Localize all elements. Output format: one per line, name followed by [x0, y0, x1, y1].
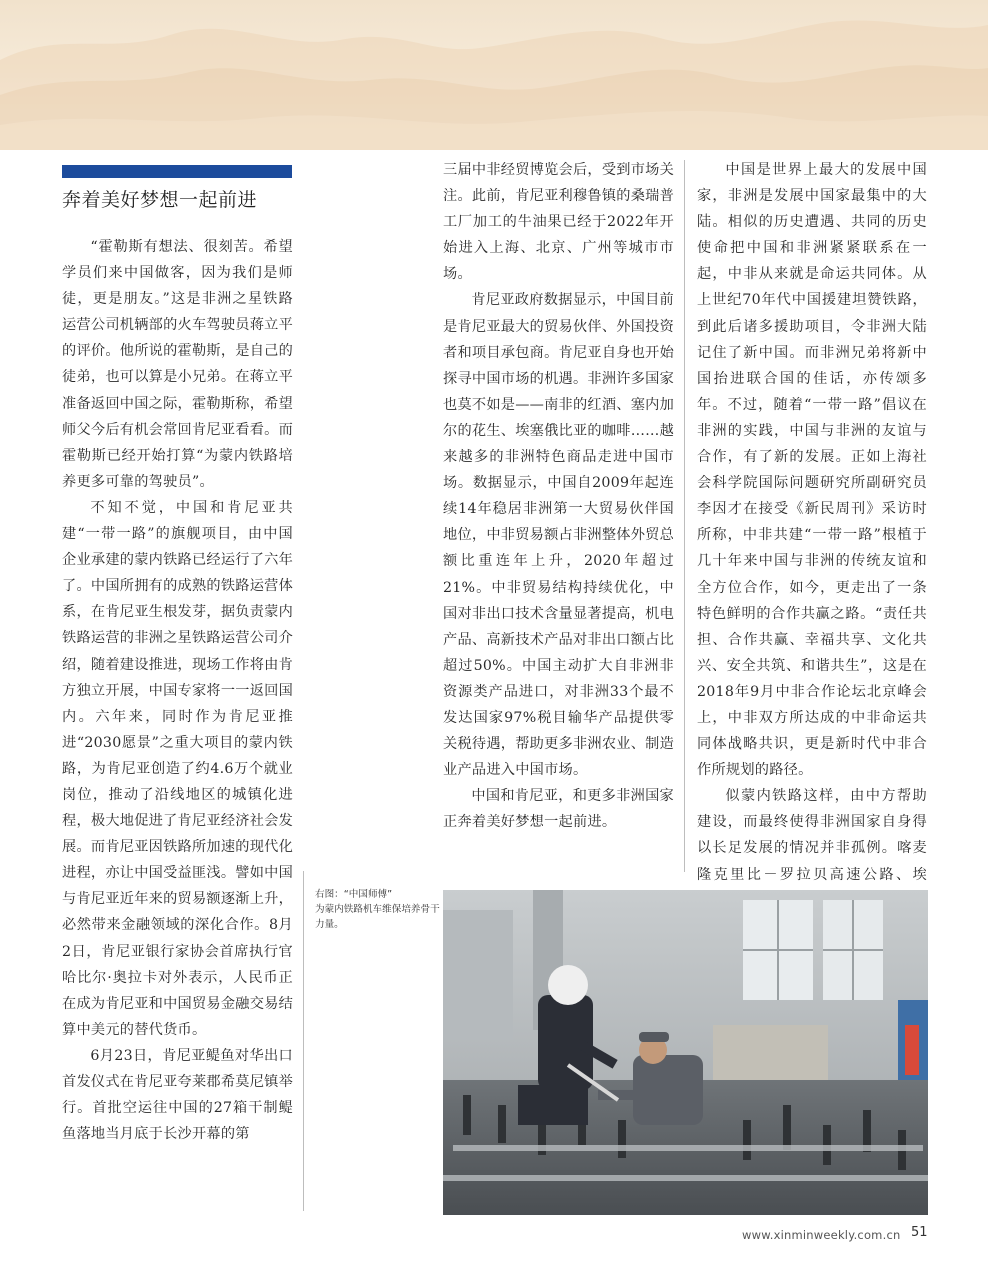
photo-caption: [315, 887, 440, 932]
workshop-photo-illustration: [443, 890, 928, 1215]
paragraph: 似蒙内铁路这样，由中方帮助建设，而最终使得非洲国家自身得以长足发展的情况并非孤例。喀麦隆克里比－罗拉贝高速公路、埃: [697, 788, 927, 883]
caption-line: 为蒙内铁路机车维保培养骨干力量。: [315, 904, 440, 930]
paragraph: 不知不觉，中国和肯尼亚共建“一带一路”的旗舰项目，由中国企业承建的蒙内铁路已经运行了六年了。中国所拥有的成熟的铁路运营体系，在肯尼亚生根发芽，据负责蒙内铁路运营的非洲之星铁路运营公司介绍，随着建设推进，现场工作将由肯方独立开展，中国专家将一一返回国内。六年来，同时作为肯尼亚推进“2030愿景”之重大项目的蒙内铁路，为肯尼亚创造了约4.6万个就业岗位，推动了沿线地区的城镇化进程，极大地促进了肯尼亚经济社会发展。而肯尼亚因铁路所加速的现代化进程，亦让中国受益匪浅。譬如中国与肯尼亚近年来的贸易额逐渐上升，必然带来金融领域的深化合作。8月2日，肯尼亚银行家协会首席执行官哈比尔·奥拉卡对外表示，人民币正在成为肯尼亚和中国贸易金融交易结算中美元的替代货币。: [62, 499, 294, 1038]
section-title: 奔着美好梦想一起前进: [62, 189, 258, 211]
paragraph: 中国是世界上最大的发展中国家，非洲是发展中国家最集中的大陆。相似的历史遭遇、共同的历史使命把中国和非洲紧紧联系在一起，中非从来就是命运共同体。从上世纪70年代中国援建坦赞铁路，到此后诸多援助项目，令非洲大陆记住了新中国。而非洲兄弟将新中国抬进联合国的佳话，亦传颂多年。不过，随着“一带一路”倡议在非洲的实践，中国与非洲的友谊与合作，有了新的发展。正如上海社会科学院国际问题研究所副研究员李因才在接受《新民周刊》采访时所称，中非共建“一带一路”根植于几十年来中国与非洲的传统友谊和全方位合作，如今，更走出了一条特色鲜明的合作共赢之路。“责任共担、合作共赢、幸福共享、文化共兴、安全共筑、和谐共生”，这是在2018年9月中非合作论坛北京峰会上，中非双方所达成的中非命运共同体战略共识，更是新时代中非合作所规划的路径。: [697, 162, 927, 779]
mountain-illustration: [0, 0, 988, 150]
section-title-bar: [62, 165, 292, 178]
column-rule: [684, 160, 685, 872]
paragraph: 三届中非经贸博览会后，受到市场关注。此前，肯尼亚利穆鲁镇的桑瑞普工厂加工的牛油果已经于2022年开始进入上海、北京、广州等城市市场。: [443, 162, 675, 283]
header-decoration: [0, 0, 988, 150]
paragraph: “霍勒斯有想法、很刻苦。希望学员们来中国做客，因为我们是师徒，更是朋友。”这是非洲之星铁路运营公司机辆部的火车驾驶员蒋立平的评价。他所说的霍勒斯，是自己的徒弟，也可以算是小兄弟。在蒋立平准备返回中国之际，霍勒斯称，希望师父今后有机会常回肯尼亚看看。而霍勒斯已经开始打算“为蒙内铁路培养更多可靠的驾驶员”。: [62, 239, 294, 490]
article-column-3: [697, 157, 927, 914]
paragraph: 肯尼亚政府数据显示，中国目前是肯尼亚最大的贸易伙伴、外国投资者和项目承包商。肯尼亚自身也开始探寻中国市场的机遇。非洲许多国家也莫不如是——南非的红酒、塞内加尔的花生、埃塞俄比亚的咖啡……越来越多的非洲特色商品走进中国市场。数据显示，中国自2009年起连续14年稳居非洲第一大贸易伙伴国地位，中非贸易额占非洲整体外贸总额比重连年上升，2020年超过21%。中非贸易结构持续优化，中国对非出口技术含量显著提高，机电产品、高新技术产品对非出口额占比超过50%。中国主动扩大自非洲非资源类产品进口，对非洲33个最不发达国家97%税目输华产品提供零关税待遇，帮助更多非洲农业、制造业产品进入中国市场。: [443, 292, 675, 779]
page-number: 51: [911, 1225, 928, 1240]
caption-line: 右图：“中国师傅”: [315, 889, 393, 900]
article-column-2: [443, 157, 674, 835]
paragraph: 6月23日，肯尼亚鳀鱼对华出口首发仪式在肯尼亚夸莱郡希莫尼镇举行。首批空运往中国的27箱干制鳀鱼落地当月底于长沙开幕的第: [62, 1047, 294, 1143]
workshop-photo: [443, 890, 928, 1215]
article-column-1: [62, 234, 293, 1147]
paragraph: 中国和肯尼亚，和更多非洲国家正奔着美好梦想一起前进。: [443, 788, 674, 831]
website-url: www.xinminweekly.com.cn: [742, 1228, 901, 1242]
column-rule: [303, 871, 304, 1211]
